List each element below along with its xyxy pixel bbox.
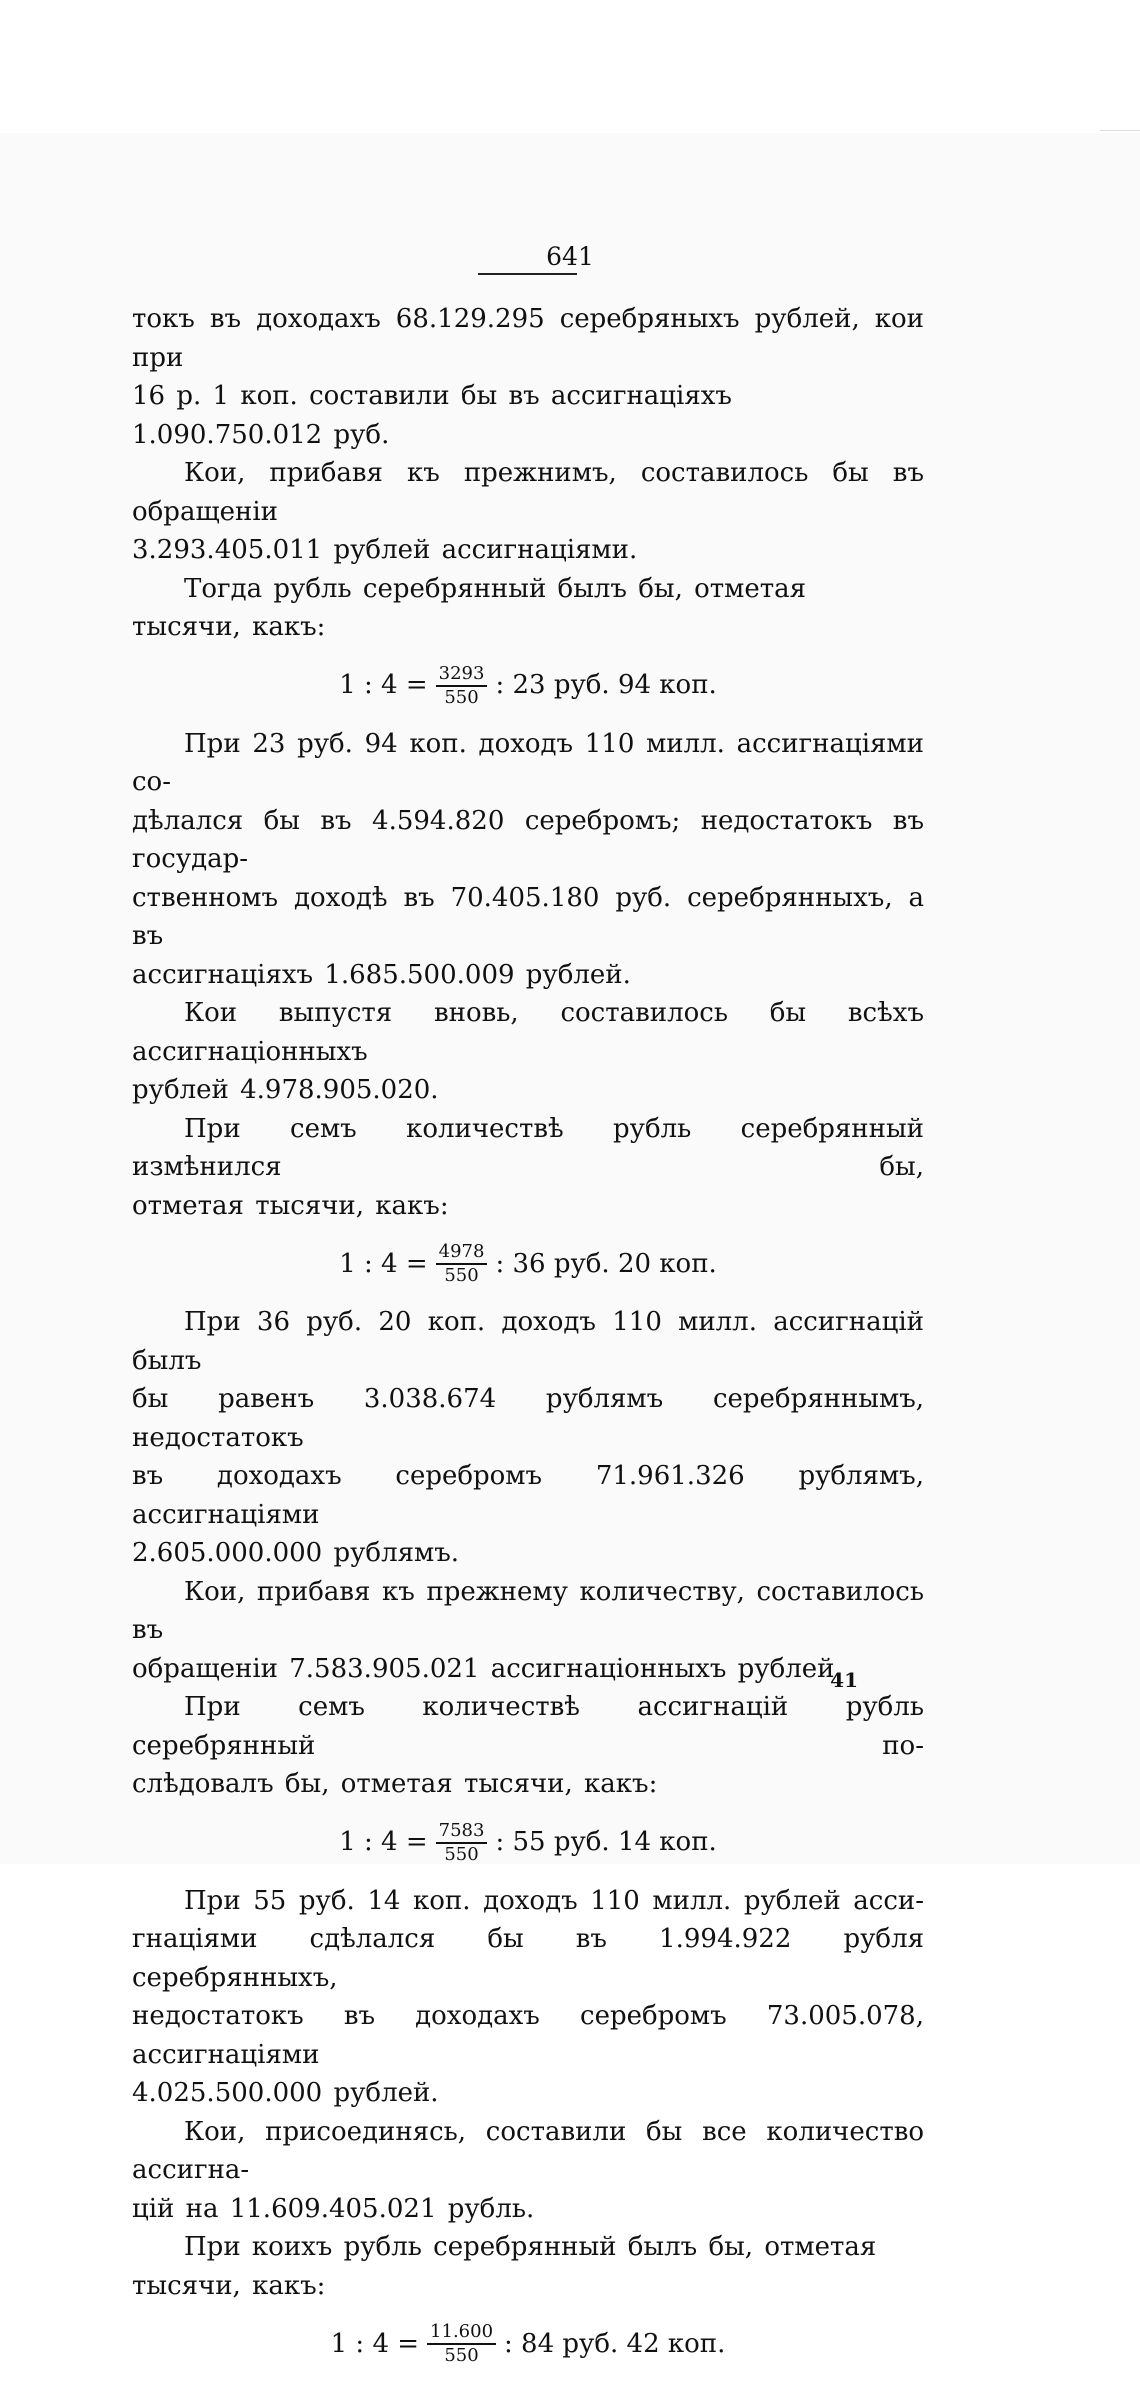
text-line: недостатокъ въ доходахъ серебромъ 73.005.078, ассигнацiями (132, 2001, 924, 2070)
paragraph-2-cont (132, 531, 924, 570)
text-line: бы равенъ 3.038.674 рублямъ серебряннымъ, недостатокъ (132, 1384, 924, 1453)
paragraph-6-cont (132, 1187, 924, 1226)
paragraph-9 (132, 1688, 924, 1765)
text-line: 2.605.000.000 рублямъ. (132, 1538, 460, 1568)
fraction-numerator: 3293 (436, 663, 488, 687)
paragraph-3 (132, 570, 924, 647)
formula-rhs: : 84 руб. 42 коп. (504, 2328, 726, 2359)
paragraph-4 (132, 725, 924, 802)
text-line: При 36 руб. 20 коп. доходъ 110 милл. ассигнацiй былъ (132, 1307, 924, 1376)
text-line: При семъ количествѣ ассигнацiй рубль серебрянный по- (132, 1692, 924, 1761)
formula-lhs: 1 : 4 = (339, 1248, 428, 1279)
text-line: 3.293.405.011 рублей ассигнацiями. (132, 535, 638, 565)
fraction-denominator: 550 (444, 1843, 479, 1865)
formula-rhs: : 55 руб. 14 коп. (495, 1827, 717, 1858)
text-line: Кои, прибавя къ прежнему количеству, составилось въ (132, 1576, 924, 1645)
formula-lhs: 1 : 4 = (339, 1827, 428, 1858)
paragraph-6 (132, 1110, 924, 1187)
fraction-numerator: 4978 (436, 1241, 488, 1265)
text-line: При 23 руб. 94 коп. доходъ 110 милл. ассигнацiями со- (132, 728, 924, 797)
paragraph-7-cont (132, 1380, 924, 1573)
text-line: 16 р. 1 коп. составили бы въ ассигнацiяхъ 1.090.750.012 руб. (132, 381, 732, 450)
text-line: При семъ количествѣ рубль серебрянный измѣнился бы, (132, 1113, 924, 1182)
paragraph-5-cont (132, 1071, 924, 1110)
text-line: рублей 4.978.905.020. (132, 1075, 439, 1105)
fraction-numerator: 7583 (436, 1820, 488, 1844)
text-line: въ доходахъ серебромъ 71.961.326 рублямъ, ассигнацiями (132, 1461, 924, 1530)
signature-mark: 41 (830, 1668, 858, 1692)
paragraph-2 (132, 454, 924, 531)
page-number-rule (478, 273, 577, 275)
text-line: Кои, присоединясь, составили бы все количество ассигна- (132, 2116, 924, 2185)
paragraph-11 (132, 2113, 924, 2190)
paragraph-12 (132, 2228, 924, 2305)
text-line: При коихъ рубль серебрянный былъ бы, отметая тысячи, какъ: (132, 2232, 877, 2301)
text-line: Кои выпустя вновь, составилось бы всѣхъ ассигнацiонныхъ (132, 998, 924, 1067)
text-line: гнацiями сдѣлался бы въ 1.994.922 рубля серебрянныхъ, (132, 1924, 924, 1993)
text-line: отметая тысячи, какъ: (132, 1190, 449, 1221)
formula-3 (132, 1804, 924, 1882)
formula-rhs: : 36 руб. 20 коп. (495, 1248, 717, 1279)
paragraph-4-cont (132, 802, 924, 995)
formula-4 (132, 2305, 924, 2383)
scan-edge-mark (1100, 130, 1140, 131)
formula-2 (132, 1225, 924, 1303)
text-line: слѣдовалъ бы, отметая тысячи, какъ: (132, 1769, 658, 1799)
fraction (436, 1241, 488, 1287)
text-line: Кои, прибавя къ прежнимъ, составилось бы въ обращенiи (132, 458, 924, 527)
formula-1 (132, 647, 924, 725)
fraction-numerator: 11.600 (427, 2321, 496, 2345)
text-line: дѣлался бы въ 4.594.820 серебромъ; недостатокъ въ государ- (132, 805, 924, 874)
fraction (427, 2321, 496, 2367)
page-number: 641 (546, 242, 594, 271)
paragraph-10 (132, 1882, 924, 1921)
body-text (132, 300, 924, 2383)
formula-lhs: 1 : 4 = (330, 2328, 420, 2359)
paragraph-8-cont (132, 1650, 924, 1689)
paragraph-8 (132, 1573, 924, 1650)
formula-lhs: 1 : 4 = (339, 670, 428, 701)
formula-rhs: : 23 руб. 94 коп. (495, 670, 717, 701)
paragraph-10-cont (132, 1920, 924, 2113)
paragraph-9-cont (132, 1765, 924, 1804)
paragraph-1 (132, 300, 924, 454)
fraction (436, 1820, 488, 1866)
text-line: При 55 руб. 14 коп. доходъ 110 милл. рублей асси- (184, 1885, 924, 1916)
paragraph-5 (132, 994, 924, 1071)
text-line: обращенiи 7.583.905.021 ассигнацiонныхъ рублей. (132, 1653, 843, 1684)
paragraph-11-cont (132, 2190, 924, 2229)
fraction (436, 663, 488, 709)
fraction-denominator: 550 (444, 2345, 479, 2366)
fraction-denominator: 550 (444, 1265, 479, 1286)
text-line: ассигнацiяхъ 1.685.500.009 рублей. (132, 959, 631, 990)
text-line: токъ въ доходахъ 68.129.295 серебряныхъ рублей, кои при (132, 304, 924, 373)
fraction-denominator: 550 (444, 686, 479, 708)
text-line: Тогда рубль серебрянный былъ бы, отметая тысячи, какъ: (132, 573, 807, 642)
text-line: 4.025.500.000 рублей. (132, 2078, 439, 2108)
paragraph-7 (132, 1303, 924, 1380)
text-line: ственномъ доходѣ въ 70.405.180 руб. серебрянныхъ, а въ (132, 882, 924, 951)
text-line: цiй на 11.609.405.021 рубль. (132, 2193, 535, 2224)
